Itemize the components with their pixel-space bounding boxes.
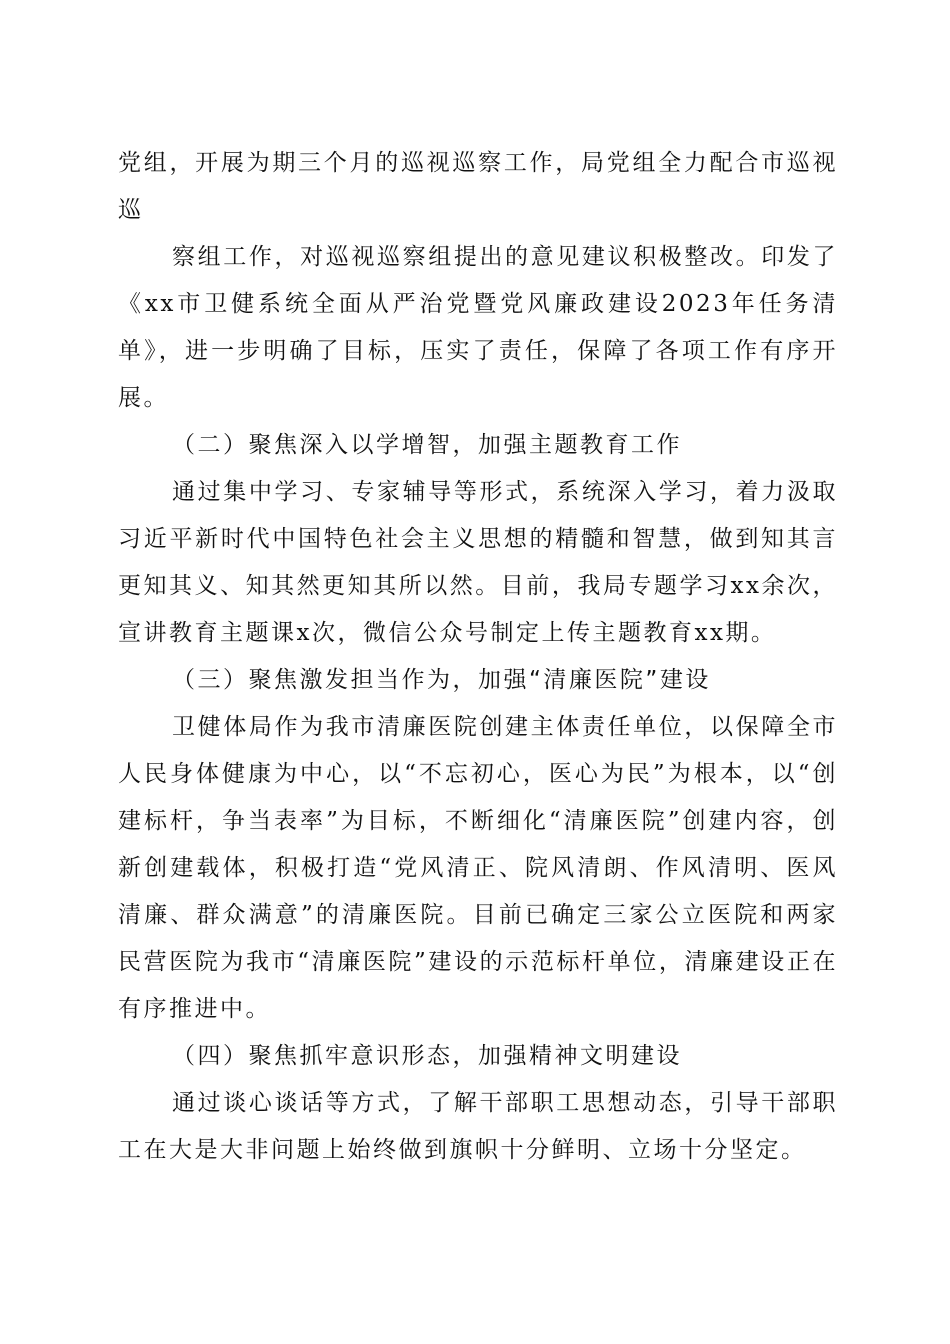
body-paragraph: 卫健体局作为我市清廉医院创建主体责任单位，以保障全市人民身体健康为中心，以“不忘初心，医心为民”为根本，以“创建标杆，争当表率”为目标，不断细化“清廉医院”创建内容，创新创建载体，积极打造“党风清正、院风清朗、作风清明、医风清廉、群众满意”的清廉医院。目前已确定三家公立医院和两家民营医院为我市“清廉医院”建设的示范标杆单位，清廉建设正在有序推进中。 bbox=[118, 714, 838, 1022]
body-paragraph: 察组工作，对巡视巡察组提出的意见建议积极整改。印发了《xx市卫健系统全面从严治党暨党风廉政建设2023年任务清单》，进一步明确了目标，压实了责任，保障了各项工作有序开展。 bbox=[118, 244, 838, 411]
body-paragraph: 通过集中学习、专家辅导等形式，系统深入学习，着力汲取习近平新时代中国特色社会主义思想的精髓和智慧，做到知其言更知其义、知其然更知其所以然。目前，我局专题学习xx余次，宣讲教育主题课x次，微信公众号制定上传主题教育xx期。 bbox=[118, 479, 838, 646]
body-paragraph: 党组，开展为期三个月的巡视巡察工作，局党组全力配合市巡视巡 bbox=[118, 150, 838, 223]
section-heading: （二）聚焦深入以学增智，加强主题教育工作 bbox=[172, 432, 682, 458]
section-heading: （四）聚焦抓牢意识形态，加强精神文明建设 bbox=[172, 1043, 682, 1069]
document-body bbox=[118, 140, 838, 1174]
section-heading: （三）聚焦激发担当作为，加强“清廉医院”建设 bbox=[172, 667, 711, 693]
body-paragraph: 通过谈心谈话等方式，了解干部职工思想动态，引导干部职工在大是大非问题上始终做到旗帜十分鲜明、立场十分坚定。 bbox=[118, 1090, 838, 1163]
